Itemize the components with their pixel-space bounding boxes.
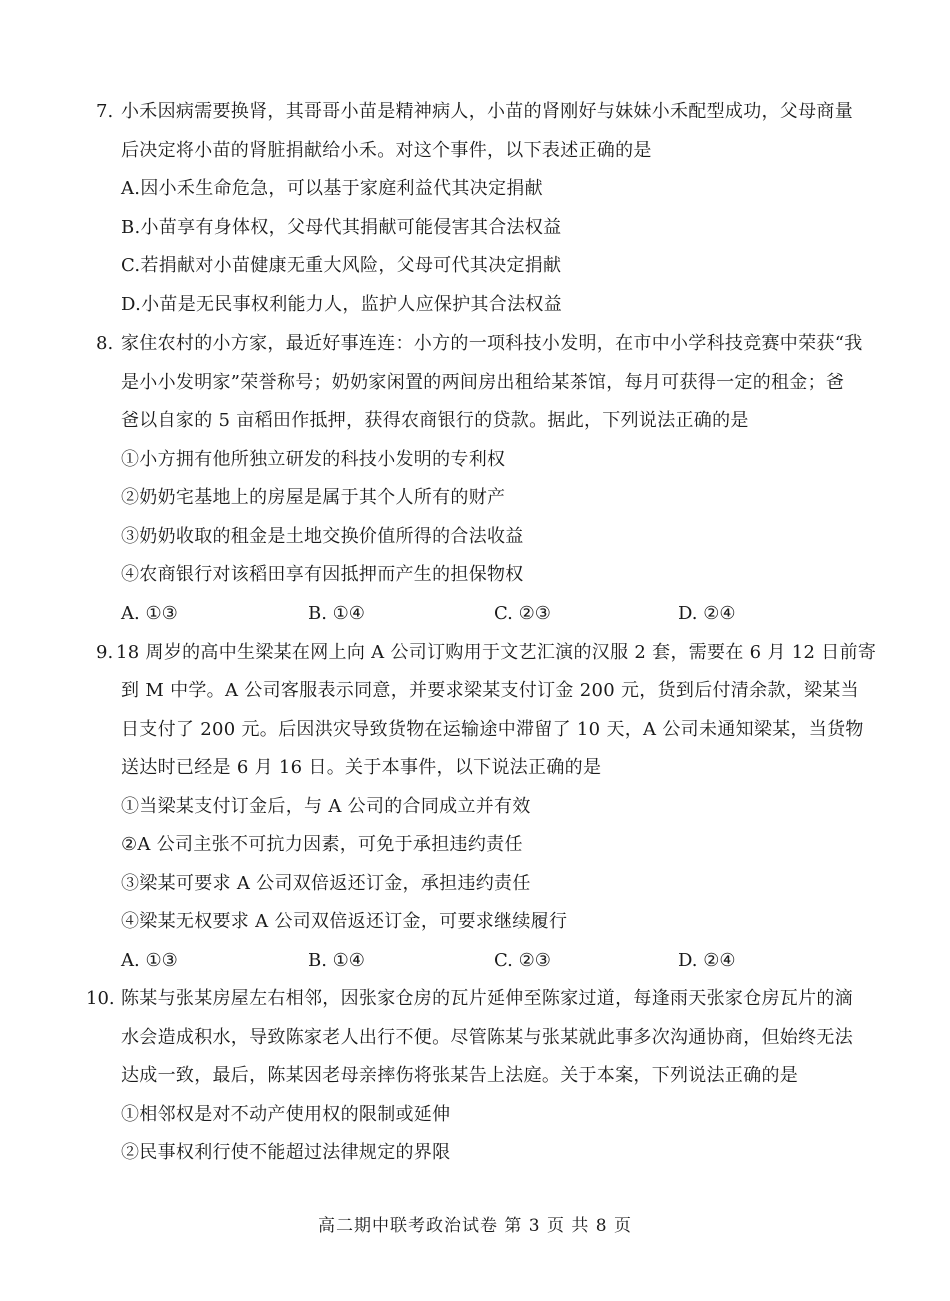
choice-c: C. ②③ bbox=[494, 603, 551, 624]
question-stem-line: 爸以自家的 5 亩稻田作抵押，获得农商银行的贷款。据此，下列说法正确的是 bbox=[121, 410, 749, 431]
statement-item: ①当梁某支付订金后，与 A 公司的合同成立并有效 bbox=[121, 796, 531, 817]
choice-a: A. ①③ bbox=[121, 950, 178, 971]
statement-item: ④农商银行对该稻田享有因抵押而产生的担保物权 bbox=[121, 564, 524, 585]
question-stem-line: 家住农村的小方家，最近好事连连：小方的一项科技小发明，在市中小学科技竞赛中荣获“我 bbox=[121, 333, 863, 354]
statement-item: ②A 公司主张不可抗力因素，可免于承担违约责任 bbox=[121, 834, 523, 855]
statement-item: ②民事权利行使不能超过法律规定的界限 bbox=[121, 1142, 451, 1163]
question-stem-line: 陈某与张某房屋左右相邻，因张家仓房的瓦片延伸至陈家过道，每逢雨天张家仓房瓦片的滴 bbox=[121, 988, 853, 1009]
choice-c: C. ②③ bbox=[494, 950, 551, 971]
question-stem-line: 到 M 中学。A 公司客服表示同意，并要求梁某支付订金 200 元，货到后付清余款，梁某当 bbox=[121, 680, 859, 701]
question-stem-line: 小禾因病需要换肾，其哥哥小苗是精神病人，小苗的肾刚好与妹妹小禾配型成功，父母商量 bbox=[121, 101, 853, 122]
statement-item: ②奶奶宅基地上的房屋是属于其个人所有的财产 bbox=[121, 487, 506, 508]
statement-item: ④梁某无权要求 A 公司双倍返还订金，可要求继续履行 bbox=[121, 911, 568, 932]
choice-d: D. ②④ bbox=[678, 950, 736, 971]
question-stem-line: 日支付了 200 元。后因洪灾导致货物在运输途中滞留了 10 天，A 公司未通知梁某，当货物 bbox=[121, 719, 864, 740]
question-stem-line: 水会造成积水，导致陈家老人出行不便。尽管陈某与张某就此事多次沟通协商，但始终无法 bbox=[121, 1027, 853, 1048]
statement-item: ③梁某可要求 A 公司双倍返还订金，承担违约责任 bbox=[121, 873, 531, 894]
answer-option-d: D.小苗是无民事权利能力人，监护人应保护其合法权益 bbox=[121, 294, 563, 315]
question-number: 9. bbox=[96, 642, 114, 663]
question-number: 8. bbox=[96, 333, 114, 354]
question-number: 10. bbox=[86, 988, 115, 1009]
statement-item: ③奶奶收取的租金是土地交换价值所得的合法收益 bbox=[121, 526, 524, 547]
answer-option-b: B.小苗享有身体权，父母代其捐献可能侵害其合法权益 bbox=[121, 217, 562, 238]
choice-b: B. ①④ bbox=[308, 950, 365, 971]
question-number: 7. bbox=[96, 101, 114, 122]
choice-b: B. ①④ bbox=[308, 603, 365, 624]
choice-a: A. ①③ bbox=[121, 603, 178, 624]
question-stem-line: 18 周岁的高中生梁某在网上向 A 公司订购用于文艺汇演的汉服 2 套，需要在 6 月 12 日前寄 bbox=[116, 642, 877, 663]
answer-option-c: C.若捐献对小苗健康无重大风险，父母可代其决定捐献 bbox=[121, 255, 562, 276]
question-stem-line: 后决定将小苗的肾脏捐献给小禾。对这个事件，以下表述正确的是 bbox=[121, 140, 652, 161]
statement-item: ①相邻权是对不动产使用权的限制或延伸 bbox=[121, 1104, 451, 1125]
statement-item: ①小方拥有他所独立研发的科技小发明的专利权 bbox=[121, 449, 506, 470]
question-stem-line: 是小小发明家”荣誉称号；奶奶家闲置的两间房出租给某茶馆，每月可获得一定的租金；爸 bbox=[121, 372, 845, 393]
choice-d: D. ②④ bbox=[678, 603, 736, 624]
question-stem-line: 达成一致，最后，陈某因老母亲摔伤将张某告上法庭。关于本案，下列说法正确的是 bbox=[121, 1065, 799, 1086]
answer-option-a: A.因小禾生命危急，可以基于家庭利益代其决定捐献 bbox=[121, 178, 543, 199]
question-stem-line: 送达时已经是 6 月 16 日。关于本事件，以下说法正确的是 bbox=[121, 757, 602, 778]
page-footer: 高二期中联考政治试卷 第 3 页 共 8 页 bbox=[317, 1216, 633, 1236]
